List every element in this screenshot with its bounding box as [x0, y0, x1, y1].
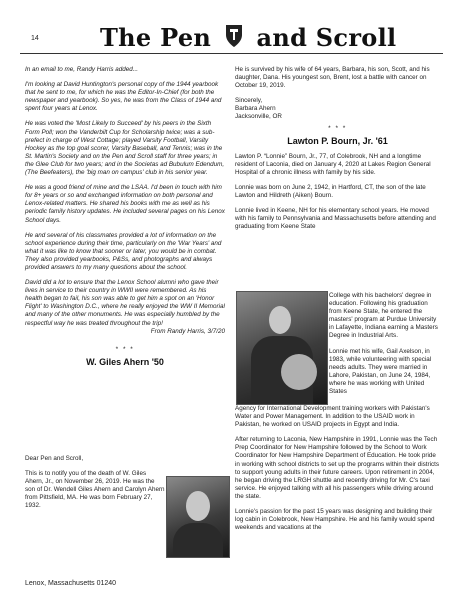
- paragraph: He is survived by his wife of 64 years, Barbara, his son, Scott, and his daughter, Dana. His youngest son, Brent, lost a battle with cancer on October 19, 2019.: [235, 66, 430, 90]
- paragraph: I'm looking at David Huntington's personal copy of the 1944 yearbook that he sent to me, for which he was the Editor-In-Chief (for both the newspaper and yearbook). So yes, he was from the Class of 1944 and spent four years at Lenox.: [25, 81, 222, 113]
- paragraph: Dear Pen and Scroll,: [25, 455, 84, 462]
- paragraph: David did a lot to ensure that the Lenox School alumni who gave their lives in service to their country in WWII were remembered. As his health began to fail, his son was able to get him a spot on an 'Honor Flight' to Washington D.C., where he really enjoyed the WW II Memorial and many of the other monuments. He was especially humbled by the respectful way he was treated throughout the trip!: [25, 279, 225, 327]
- signoff-line: Jacksonville, OR: [235, 113, 282, 121]
- bourn-beside-photo: [329, 292, 441, 396]
- signoff-line: Sincerely,: [235, 97, 263, 105]
- ahern-article: [25, 455, 165, 518]
- paragraph: Lawton P. “Lonnie” Bourn, Jr., 77, of Colebrook, NH and a longtime resident of Laconia, died on January 4, 2020 at Lakes Region General Hospital of a chronic illness with family by his side.: [235, 152, 431, 176]
- masthead-title-right: and Scroll: [256, 23, 397, 52]
- section-divider: * * *: [328, 124, 347, 132]
- section-divider: * * *: [115, 345, 135, 353]
- left-column: [25, 66, 225, 374]
- header-rule: [20, 53, 443, 54]
- ahern-portrait-photo: [166, 476, 230, 558]
- paragraph: Lonnie was born on June 2, 1942, in Hartford, CT, the son of the late Lawton and Hildreth (Aiken) Bourn.: [235, 184, 426, 200]
- signature: From Randy Harris, 3/7/20: [150, 327, 225, 335]
- paragraph: Lonnie lived in Keene, NH for his elementary school years. He moved with his family to Pennsylvania and Massachusetts before attending and graduating from Keene State: [235, 207, 436, 231]
- page-header: [0, 0, 463, 62]
- right-column: [235, 66, 440, 232]
- bourn-continued: [235, 405, 440, 539]
- masthead-title-left: The Pen: [100, 23, 212, 52]
- page-number: 14: [31, 35, 39, 42]
- guitar-shape: [281, 354, 317, 390]
- paragraph: He was a good friend of mine and the LSAA. I'd been in touch with him for 8+ years or so and exchanged information on both personal and Lenox-related matters. He shared his books with me as well as his periodic family history updates. He included several pages on his Lenox School days.: [25, 184, 225, 224]
- masthead-title: [100, 23, 396, 52]
- crest-icon: [224, 23, 244, 49]
- paragraph: Lonnie's passion for the past 15 years was designing and building their log cabin in Colebrook, New Hampshire. He and his family would spend weekends and vacations at the: [235, 508, 435, 532]
- signoff-line: Barbara Ahern: [235, 105, 276, 113]
- paragraph: College with his bachelors' degree in education. Following his graduation from Keene State, he entered the masters' program at Purdue University in Lafayette, Indiana earning a Masters Degree in Industrial Arts.: [329, 292, 438, 340]
- paragraph: This is to notify you of the death of W. Giles Ahern, Jr., on November 26, 2019. He was the son of Dr. Wendell Giles Ahern and Carolyn Ahern from Pittsfield, MA. He was born February 27, 1932.: [25, 470, 165, 510]
- paragraph: After returning to Laconia, New Hampshire in 1991, Lonnie was the Tech Prep Coordinator for New Hampshire followed by the School to Work Coordinator for New Hampshire Department of Education. He took pride in working with school districts to set up the programs within their districts to support young adults in their future careers. Upon retirement in 2004, he began driving the LRGH shuttle and recently driving for Mr. C's taxi service. He enjoyed talking with all his passengers while driving around the state.: [235, 436, 440, 500]
- paragraph: In an email to me, Randy Harris added...: [25, 66, 139, 73]
- paragraph: Lonnie met his wife, Gail Axelson, in 1983, while volunteering with special needs adults. They were married in Lahore, Pakistan, on June 24, 1984, where he was working with United States: [329, 347, 432, 396]
- obituary-heading-bourn: Lawton P. Bourn, Jr. '61: [287, 135, 388, 146]
- obituary-heading-ahern: W. Giles Ahern '50: [86, 356, 164, 367]
- footer-address: Lenox, Massachusetts 01240: [25, 580, 117, 587]
- portrait-shoulders: [173, 523, 223, 557]
- bourn-guitar-photo: [236, 291, 328, 405]
- portrait-face: [186, 491, 210, 521]
- portrait-face: [269, 306, 291, 334]
- paragraph: Agency for International Development training workers with Pakistan's Water and Power Management. In addition to the USAID work in Pakistan, he worked on USAID projects in Egypt and India.: [235, 405, 430, 429]
- paragraph: He was voted the 'Most Likely to Succeed' by his peers in the Sixth Form Poll; won the Vanderbilt Cup for Scholarship twice; was a sub-prefect in charge of West Cottage; played Varsity Football, Varsity Hockey as the top goal scorer, Varsity Baseball, and Tennis; was in the St. Martin's Society and on the Pen and Scroll staff for three years; in the Glee Club for two years; and in the Societas ad Bubulum Edendum, (The Beefeaters), the 'big man on campus' club in his senior year.: [25, 120, 225, 177]
- paragraph: He and several of his classmates provided a lot of information on the school experience during their time, particularly on the 'War Years' and what it was like to know that sooner or later, you would be in combat. They also provided yearbooks, P&Ss, and photographs and always provided answers to my many questions about the school.: [25, 231, 222, 271]
